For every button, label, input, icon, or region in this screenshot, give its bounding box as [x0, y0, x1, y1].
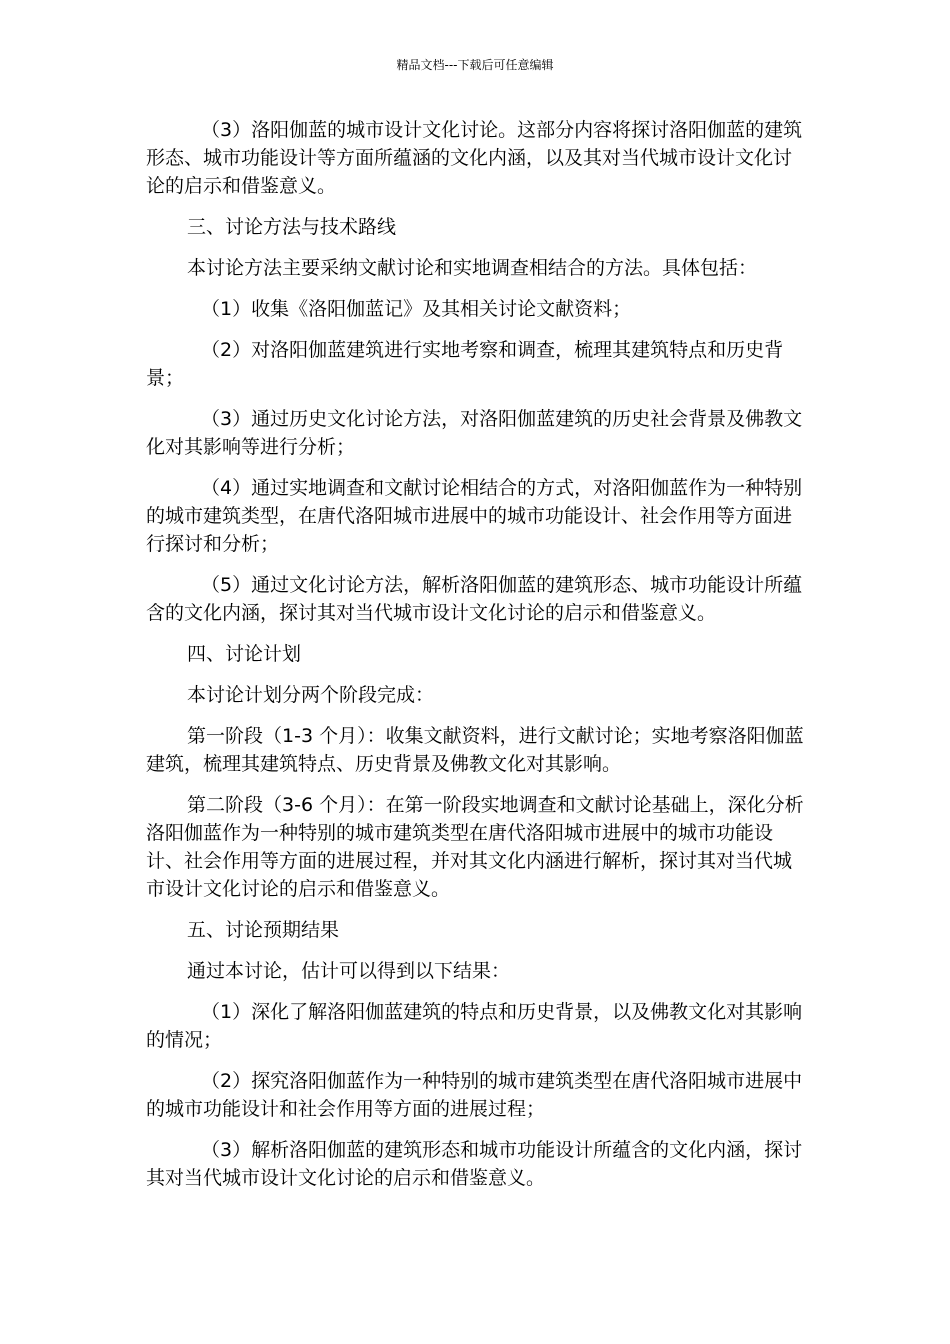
section-heading-methods: 三、讨论方法与技术路线	[187, 216, 397, 238]
paragraph-method-2: （2）对洛阳伽蓝建筑进行实地考察和调查，梳理其建筑特点和历史背景；	[146, 339, 784, 389]
paragraph-methods-intro: 本讨论方法主要采纳文献讨论和实地调查相结合的方法。具体包括：	[187, 257, 758, 279]
section-heading-plan: 四、讨论计划	[187, 643, 302, 665]
document-body	[146, 116, 808, 1205]
paragraph-result-1: （1）深化了解洛阳伽蓝建筑的特点和历史背景，以及佛教文化对其影响的情况；	[146, 1001, 803, 1051]
paragraph-method-4: （4）通过实地调查和文献讨论相结合的方式，对洛阳伽蓝作为一种特别的城市建筑类型，在唐代洛阳城市进展中的城市功能设计、社会作用等方面进行探讨和分析；	[146, 477, 803, 555]
paragraph-plan-intro: 本讨论计划分两个阶段完成：	[187, 684, 435, 706]
paragraph-item-3-urban-design: （3）洛阳伽蓝的城市设计文化讨论。这部分内容将探讨洛阳伽蓝的建筑形态、城市功能设计等方面所蕴涵的文化内涵，以及其对当代城市设计文化讨论的启示和借鉴意义。	[146, 119, 803, 197]
paragraph-result-2: （2）探究洛阳伽蓝作为一种特别的城市建筑类型在唐代洛阳城市进展中的城市功能设计和社会作用等方面的进展过程；	[146, 1070, 803, 1120]
paragraph-method-1: （1）收集《洛阳伽蓝记》及其相关讨论文献资料；	[201, 298, 632, 320]
paragraph-plan-stage-1: 第一阶段（1-3 个月）：收集文献资料，进行文献讨论；实地考察洛阳伽蓝建筑，梳理其建筑特点、历史背景及佛教文化对其影响。	[146, 725, 804, 775]
paragraph-result-3: （3）解析洛阳伽蓝的建筑形态和城市功能设计所蕴含的文化内涵，探讨其对当代城市设计文化讨论的启示和借鉴意义。	[146, 1139, 803, 1189]
paragraph-plan-stage-2: 第二阶段（3-6 个月）：在第一阶段实地调查和文献讨论基础上，深化分析洛阳伽蓝作为一种特别的城市建筑类型在唐代洛阳城市进展中的城市功能设计、社会作用等方面的进展过程，并对其文化内涵进行解析，探讨其对当代城市设计文化讨论的启示和借鉴意义。	[146, 794, 804, 900]
page-header: 精品文档---下载后可任意编辑	[396, 58, 554, 72]
section-heading-results: 五、讨论预期结果	[187, 919, 340, 941]
paragraph-results-intro: 通过本讨论，估计可以得到以下结果：	[187, 960, 511, 982]
paragraph-method-5: （5）通过文化讨论方法，解析洛阳伽蓝的建筑形态、城市功能设计所蕴含的文化内涵，探讨其对当代城市设计文化讨论的启示和借鉴意义。	[146, 574, 803, 624]
paragraph-method-3: （3）通过历史文化讨论方法，对洛阳伽蓝建筑的历史社会背景及佛教文化对其影响等进行分析；	[146, 408, 803, 458]
